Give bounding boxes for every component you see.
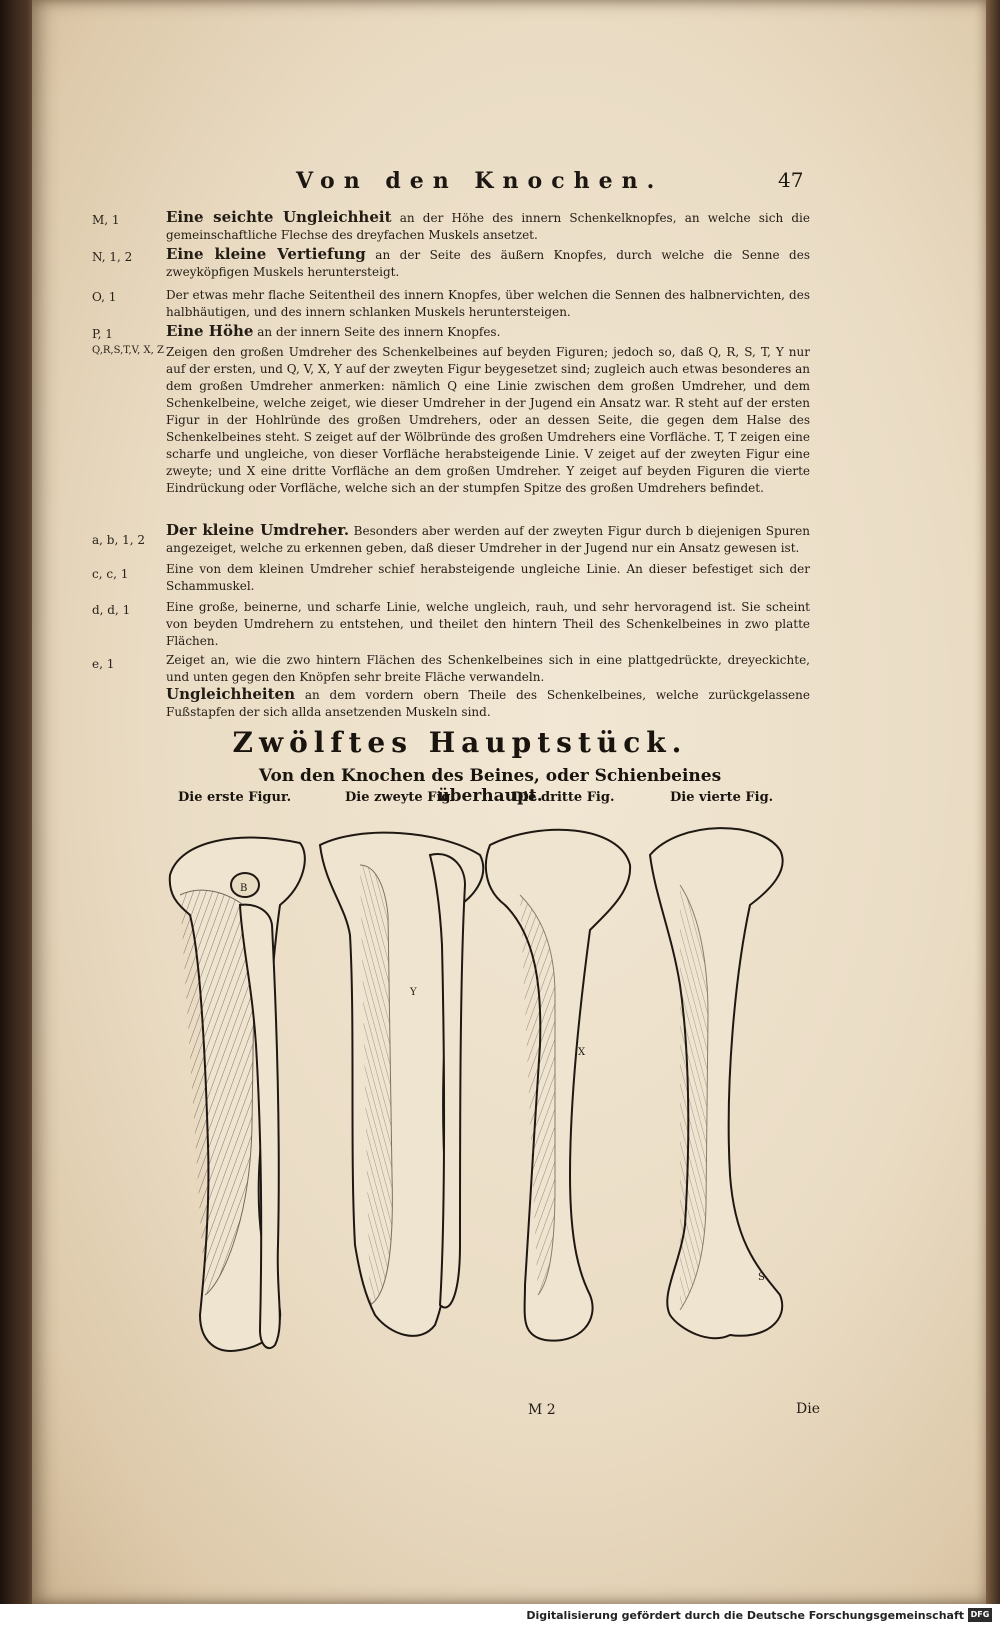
entry-paragraph bbox=[166, 343, 810, 497]
entry-paragraph bbox=[166, 686, 810, 721]
running-head: Von den Knochen. bbox=[296, 168, 664, 194]
entry-text: Zeiget an, wie die zwo hintern Flächen des Schenkelbeines sich in eine plattgedrückte, dreyeckichte, und unten gegen den Knöpfen sehr breite Fläche verwandeln. bbox=[166, 653, 810, 684]
margin-ref: d, d, 1 bbox=[92, 603, 131, 617]
entry-paragraph bbox=[166, 522, 810, 557]
margin-ref: c, c, 1 bbox=[92, 567, 129, 581]
dfg-logo: DFG bbox=[968, 1608, 992, 1622]
entry-text: Der etwas mehr flache Seitentheil des innern Knopfes, über welchen die Sennen des halbnervichten, des halbhäutigen, und des innern schlanken Muskels heruntersteigen. bbox=[166, 288, 810, 319]
page-number: 47 bbox=[778, 168, 804, 192]
entry-text: Zeigen den großen Umdreher des Schenkelbeines auf beyden Figuren; jedoch so, daß Q, R, S, T, Y nur auf der ersten, und Q, V, X, Y auf der zweyten Figur beygesetzet sind; zugleich auch etwas besonderes an dem großen Umdreher anmerken: nämlich Q eine Linie zwischen dem großen Umdreher, und dem Schenkelbeine, welche zeiget, wie dieser Umdreher in der Jugend ein Ansatz war. R steht auf der ersten Figur in der Hohlründe des großen Umdrehers, oder an dessen Seite, die gegen dem Halse des Schenkelbeines steht. S zeiget auf der Wölbründe des großen Umdrehers eine Vorfläche. T, T zeigen eine scharfe und ungleiche, von dieser Vorfläche herabsteigende Linie. V zeiget auf der zweyten Figur eine zweyte; und X eine dritte Vorfläche an dem großen Umdreher. Y zeiget auf beyden Figuren die vierte Eindrückung oder Vorfläche, welche sich an der stumpfen Spitze des großen Umdrehers befindet. bbox=[166, 345, 810, 495]
entry-lead: Eine seichte Ungleichheit bbox=[166, 208, 392, 226]
digitization-credit: Digitalisierung gefördert durch die Deutsche Forschungsgemeinschaft bbox=[526, 1609, 964, 1622]
margin-ref: P, 1 bbox=[92, 327, 113, 341]
catchword: Die bbox=[796, 1401, 820, 1417]
chapter-title: Zwölftes Hauptstück. bbox=[232, 726, 688, 759]
entry-text: Eine von dem kleinen Umdreher schief herabsteigende ungleiche Linie. An dieser befestiget sich der Schammuskel. bbox=[166, 562, 810, 593]
figure-label-1: Die erste Figur. bbox=[178, 790, 292, 805]
svg-text:Y: Y bbox=[410, 987, 417, 998]
entry-text: an der Seite des äußern Knopfes, durch welche die Senne des zweyköpfigen Muskels heruntersteigt. bbox=[166, 248, 810, 279]
margin-ref: e, 1 bbox=[92, 657, 115, 671]
entry-lead: Ungleichheiten bbox=[166, 685, 295, 703]
margin-ref: Q,R,S,T,V, X, Z bbox=[92, 345, 164, 356]
entry-text: an der innern Seite des innern Knopfes. bbox=[253, 325, 501, 339]
entry-paragraph bbox=[166, 560, 810, 595]
book-binding bbox=[0, 0, 34, 1628]
entry-paragraph bbox=[166, 209, 810, 244]
page-edge bbox=[986, 0, 1000, 1604]
bone-figure-4 bbox=[650, 828, 783, 1338]
entry-lead: Eine kleine Vertiefung bbox=[166, 245, 366, 263]
entry-text: an dem vordern obern Theile des Schenkelbeines, welche zurückgelassene Fußstapfen der sich allda ansetzenden Muskeln sind. bbox=[166, 688, 810, 719]
entry-paragraph bbox=[166, 598, 810, 650]
entry-paragraph bbox=[166, 323, 810, 341]
margin-ref: M, 1 bbox=[92, 213, 120, 227]
entry-text: an der Höhe des innern Schenkelknopfes, an welche sich die gemeinschaftliche Flechse des dreyfachen Muskels ansetzet. bbox=[166, 211, 810, 242]
entry-paragraph bbox=[166, 651, 810, 686]
entry-text: Besonders aber werden auf der zweyten Figur durch b diejenigen Spuren angezeiget, welche zu erkennen geben, daß dieser Umdreher in der Jugend nur ein Ansatz gewesen ist. bbox=[166, 524, 810, 555]
entry-lead: Eine Höhe bbox=[166, 322, 254, 340]
figure-label-3: Die dritte Fig. bbox=[512, 790, 615, 805]
bone-figure-1 bbox=[170, 838, 305, 1351]
entry-paragraph bbox=[166, 286, 810, 321]
entry-paragraph bbox=[166, 246, 810, 281]
svg-text:B: B bbox=[240, 883, 248, 894]
svg-text:X: X bbox=[578, 1047, 586, 1058]
bone-engraving-plate bbox=[160, 825, 820, 1400]
entry-text: Eine große, beinerne, und scharfe Linie, welche ungleich, rauh, und sehr hervoragend ist. Sie scheint von beyden Umdrehern zu entstehen, und theilet den hintern Theil des Schenkelbeines in zwo platte Flächen. bbox=[166, 600, 810, 648]
signature-mark: M 2 bbox=[528, 1402, 556, 1418]
svg-text:S: S bbox=[758, 1272, 765, 1283]
figure-label-4: Die vierte Fig. bbox=[670, 790, 774, 805]
margin-ref: N, 1, 2 bbox=[92, 250, 133, 264]
bone-figure-2 bbox=[320, 833, 483, 1336]
bone-figure-3 bbox=[486, 830, 630, 1341]
figure-label-2: Die zweyte Fig. bbox=[345, 790, 455, 805]
entry-lead: Der kleine Umdreher. bbox=[166, 521, 350, 539]
margin-ref: O, 1 bbox=[92, 290, 117, 304]
chapter-subtitle: Von den Knochen des Beines, oder Schienbeines überhaupt. bbox=[258, 766, 722, 806]
margin-ref: a, b, 1, 2 bbox=[92, 533, 145, 547]
